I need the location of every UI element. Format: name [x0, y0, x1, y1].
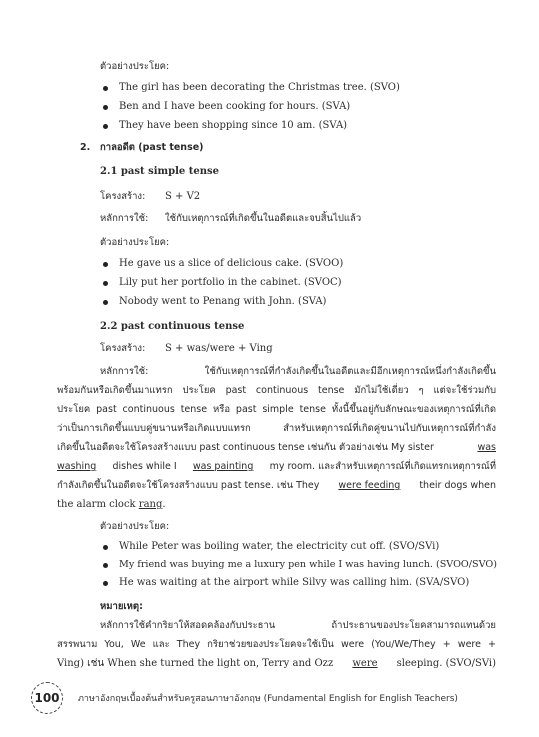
- structure-label: โครงสร้าง:: [100, 191, 146, 202]
- paragraph-line: [57, 441, 496, 454]
- list-item: My friend was buying me a luxury pen while I was having lunch. (SVOO/SVO): [119, 559, 497, 570]
- example-label: ตัวอย่างประโยค:: [100, 237, 170, 248]
- paragraph-line: [57, 479, 496, 492]
- list-item: He was waiting at the airport while Silvy was calling him. (SVA/SVO): [119, 577, 470, 588]
- note-line: [57, 657, 496, 670]
- paragraph-text: Ving) เช่น When she turned the light on, Terry and Ozz: [57, 658, 334, 669]
- underlined-verb: were feeding: [338, 480, 401, 491]
- page-number: 100: [34, 691, 60, 705]
- underlined-verb: was painting: [192, 461, 254, 472]
- paragraph-line: [57, 498, 166, 511]
- underlined-verb: rang: [138, 499, 163, 510]
- paragraph-line: [57, 460, 496, 473]
- section-title: กาลอดีต (past tense): [100, 142, 204, 153]
- structure-value: S + was/were + Ving: [165, 343, 273, 354]
- note-line: สรรพนาม You, We และ They กริยาช่วยของประโยคจะใช้เป็น were (You/We/They + were +: [57, 639, 496, 650]
- paragraph-text: dishes while I: [112, 461, 177, 472]
- bullet: [103, 86, 108, 91]
- list-item: While Peter was boiling water, the electricity cut off. (SVO/SVi): [119, 541, 440, 552]
- paragraph-text: กำลังเกิดขึ้นในอดีตจะใช้โครงสร้างแบบ past tense. เช่น They: [57, 480, 320, 491]
- bullet: [103, 281, 108, 286]
- usage-label: หลักการใช้:: [100, 213, 149, 224]
- paragraph-text: .: [162, 499, 166, 510]
- usage-value: ใช้กับเหตุการณ์ที่เกิดขึ้นในอดีตและจบสิ้นไปแล้ว: [165, 213, 362, 224]
- running-footer: ภาษาอังกฤษเบื้องต้นสำหรับครูสอนภาษาอังกฤษ (Fundamental English for English Teachers): [78, 694, 458, 704]
- structure-label: โครงสร้าง:: [100, 343, 146, 354]
- subsection-heading: 2.2 past continuous tense: [100, 321, 245, 332]
- bullet: [103, 581, 108, 586]
- bullet: [103, 563, 108, 568]
- example-label: ตัวอย่างประโยค:: [100, 61, 170, 72]
- underlined-verb: was: [477, 442, 496, 453]
- underlined-verb: washing: [57, 461, 97, 472]
- bullet: [103, 124, 108, 129]
- paragraph-text: the alarm clock: [57, 499, 136, 510]
- bullet: [103, 545, 108, 550]
- subsection-heading: 2.1 past simple tense: [100, 166, 219, 177]
- structure-value: S + V2: [165, 191, 201, 202]
- note-label: หมายเหตุ:: [100, 601, 143, 612]
- paragraph-text: my room. และสำหรับเหตุการณ์ที่เกิดแทรกเหตุการณ์ที่: [269, 461, 496, 472]
- paragraph-line: พร้อมกันหรือเกิดขึ้นมาแทรก ประโยค past continuous tense มักไม่ใช้เดี่ยว ๆ แต่จะใช้ร่วมกับ: [57, 385, 496, 396]
- bullet: [103, 300, 108, 305]
- list-item: Nobody went to Penang with John. (SVA): [119, 296, 327, 307]
- list-item: They have been shopping since 10 am. (SVA): [119, 120, 348, 131]
- list-item: Lily put her portfolio in the cabinet. (SVOC): [119, 277, 342, 288]
- bullet: [103, 105, 108, 110]
- paragraph-text: their dogs when: [419, 480, 496, 491]
- section-number: 2.: [80, 142, 91, 153]
- paragraph-line: หลักการใช้: ใช้กับเหตุการณ์ที่กำลังเกิดขึ้นในอดีตและมีอีกเหตุการณ์หนึ่งกำลังเกิดขึ้น: [100, 366, 496, 377]
- list-item: The girl has been decorating the Christmas tree. (SVO): [119, 82, 400, 93]
- paragraph-line: ประโยค past continuous tense หรือ past simple tense ทั้งนี้ขึ้นอยู่กับลักษณะของเหตุการณ์ที่เกิด: [57, 404, 496, 415]
- page-number-badge: [31, 682, 63, 714]
- list-item: He gave us a slice of delicious cake. (SVOO): [119, 258, 344, 269]
- paragraph-text: sleeping. (SVO/SVi): [396, 658, 496, 669]
- underlined-verb: were: [352, 658, 378, 669]
- paragraph-text: เกิดขึ้นในอดีตจะใช้โครงสร้างแบบ past continuous tense เช่นกัน ตัวอย่างเช่น My sister: [57, 442, 434, 453]
- list-item: Ben and I have been cooking for hours. (SVA): [119, 101, 351, 112]
- example-label: ตัวอย่างประโยค:: [100, 521, 170, 532]
- bullet: [103, 262, 108, 267]
- paragraph-line: ว่าเป็นการเกิดขึ้นแบบคู่ขนานหรือเกิดแบบแทรก สำหรับเหตุการณ์ที่เกิดคู่ขนานไปกับเหตุการณ์ที่กำลัง: [57, 423, 496, 434]
- note-line: หลักการใช้คำกริยาให้สอดคล้องกับประธาน ถ้าประธานของประโยคสามารถแทนด้วย: [100, 620, 496, 631]
